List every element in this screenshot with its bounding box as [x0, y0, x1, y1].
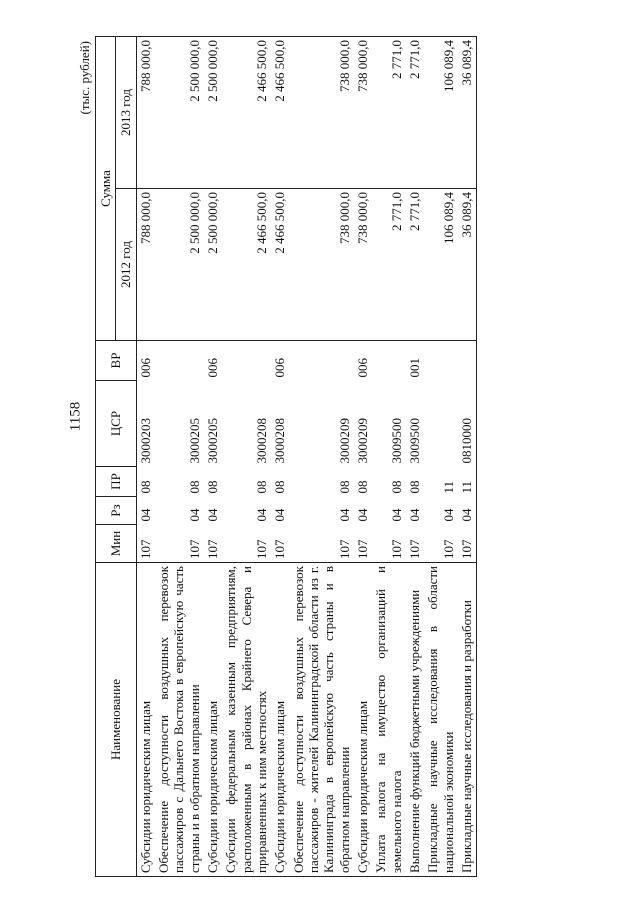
cell-2013: 2 466 500,0	[271, 37, 289, 189]
cell-rz: 04	[440, 508, 456, 522]
cell-2012: 738 000,0	[290, 189, 354, 341]
cell-csr: 3000208	[253, 418, 269, 464]
cell-csr: 3000205	[204, 418, 220, 464]
cell-pr: 08	[204, 480, 220, 494]
cell-2012: 2 771,0	[406, 189, 424, 341]
cell-2013: 738 000,0	[290, 37, 354, 189]
cell-name: Субсидии федеральным казенным предприятиям, расположенным в районах Крайнего Севера и приравненных к ним местностях	[222, 563, 271, 877]
cell-min: 107	[136, 525, 155, 563]
cell-pr: 08	[253, 480, 269, 494]
cell-vr: 006	[204, 358, 220, 378]
cell-vr	[372, 341, 406, 381]
cell-2013: 2 771,0	[372, 37, 406, 189]
header-csr: ЦСР	[96, 381, 137, 467]
cell-csr	[424, 381, 458, 467]
cell-vr	[290, 341, 354, 381]
cell-2013: 2 500 000,0	[155, 37, 204, 189]
cell-2013: 36 089,4	[458, 37, 477, 189]
cell-name: Выполнение функций бюджетными учреждениями	[406, 563, 424, 877]
cell-vr	[222, 341, 271, 381]
cell-2012: 36 089,4	[458, 189, 477, 341]
cell-vr: 006	[137, 358, 153, 378]
cell-vr	[424, 341, 458, 381]
cell-pr: 08	[388, 480, 404, 494]
cell-rz: 04	[204, 508, 220, 522]
cell-rz: 04	[137, 508, 153, 522]
cell-pr: 08	[272, 480, 288, 494]
cell-csr: 3000209	[336, 418, 352, 464]
cell-rz: 04	[388, 508, 404, 522]
cell-csr: 3000205	[186, 418, 202, 464]
cell-pr: 08	[406, 480, 422, 494]
cell-pr: 08	[137, 480, 153, 494]
cell-rz: 04	[336, 508, 352, 522]
cell-2012: 738 000,0	[354, 189, 372, 341]
cell-name: Прикладные научные исследования и разработки	[458, 563, 477, 877]
table-row	[290, 37, 354, 877]
cell-name: Уплата налога на имущество организаций и земельного налога	[372, 563, 406, 877]
cell-2012: 2 466 500,0	[271, 189, 289, 341]
table-row	[458, 37, 477, 877]
cell-2012: 106 089,4	[424, 189, 458, 341]
cell-name: Субсидии юридическим лицам	[204, 563, 222, 877]
cell-min: 107	[354, 525, 372, 563]
table-row	[204, 37, 222, 877]
cell-csr: 3000209	[354, 418, 370, 464]
cell-2013: 106 089,4	[424, 37, 458, 189]
cell-name: Субсидии юридическим лицам	[271, 563, 289, 877]
header-min: Мин	[96, 525, 137, 563]
header-sum: Сумма	[96, 37, 116, 341]
header-2013: 2013 год	[116, 37, 136, 189]
cell-min: 107	[155, 525, 204, 563]
cell-2012: 2 466 500,0	[222, 189, 271, 341]
unit-label: (тыс. рублей)	[77, 41, 92, 115]
cell-rz: 04	[272, 508, 288, 522]
cell-2012: 2 500 000,0	[204, 189, 222, 341]
cell-csr: 3000203	[137, 418, 153, 464]
budget-sheet	[77, 37, 557, 877]
cell-rz: 04	[186, 508, 202, 522]
cell-2013: 2 500 000,0	[204, 37, 222, 189]
cell-rz: 04	[406, 508, 422, 522]
cell-2013: 2 771,0	[406, 37, 424, 189]
table-row	[222, 37, 271, 877]
cell-csr: 3009500	[406, 418, 422, 464]
header-rz: Рз	[96, 497, 137, 525]
cell-csr: 3000208	[272, 418, 288, 464]
cell-min: 107	[204, 525, 222, 563]
cell-csr: 0810000	[458, 381, 477, 467]
cell-min: 107	[222, 525, 271, 563]
cell-pr: 08	[186, 480, 202, 494]
cell-min: 107	[372, 525, 406, 563]
cell-pr: 11	[458, 467, 477, 497]
table-row	[406, 37, 424, 877]
table-row	[136, 37, 155, 877]
cell-vr	[155, 341, 204, 381]
cell-pr: 11	[440, 480, 456, 494]
cell-rz: 04	[253, 508, 269, 522]
cell-min: 107	[406, 525, 424, 563]
cell-2012: 2 500 000,0	[155, 189, 204, 341]
cell-2013: 738 000,0	[354, 37, 372, 189]
cell-name: Обеспечение доступности воздушных перевозок пассажиров - жителей Калининградской области из г. Калининграда в европейскую часть страны и в обратном направлении	[290, 563, 354, 877]
table-row	[155, 37, 204, 877]
cell-min: 107	[290, 525, 354, 563]
header-row	[96, 37, 116, 877]
table-row	[271, 37, 289, 877]
page-number: 1158	[67, 401, 84, 432]
header-2012: 2012 год	[116, 189, 136, 341]
cell-2012: 2 771,0	[372, 189, 406, 341]
cell-min: 107	[271, 525, 289, 563]
cell-rz: 04	[458, 497, 477, 525]
cell-vr: 001	[406, 358, 422, 378]
cell-name: Субсидии юридическим лицам	[354, 563, 372, 877]
cell-2013: 788 000,0	[136, 37, 155, 189]
cell-pr: 08	[336, 480, 352, 494]
table-row	[354, 37, 372, 877]
cell-2012: 788 000,0	[136, 189, 155, 341]
cell-name: Прикладные научные исследования в области национальной экономики	[424, 563, 458, 877]
cell-name: Обеспечение доступности воздушных перевозок пассажиров с Дальнего Востока в европейскую часть страны и в обратном направлении	[155, 563, 204, 877]
header-pr: ПР	[96, 467, 137, 497]
budget-table	[95, 36, 477, 877]
header-vr: ВР	[96, 341, 137, 381]
cell-min: 107	[458, 525, 477, 563]
cell-vr	[458, 341, 477, 381]
table-row	[372, 37, 406, 877]
cell-pr: 08	[354, 480, 370, 494]
cell-vr: 006	[272, 358, 288, 378]
cell-name: Субсидии юридическим лицам	[136, 563, 155, 877]
cell-vr: 006	[354, 358, 370, 378]
cell-min: 107	[424, 525, 458, 563]
cell-csr: 3009500	[388, 418, 404, 464]
cell-2013: 2 466 500,0	[222, 37, 271, 189]
cell-rz: 04	[354, 508, 370, 522]
header-name: Наименование	[96, 563, 137, 877]
table-row	[424, 37, 458, 877]
